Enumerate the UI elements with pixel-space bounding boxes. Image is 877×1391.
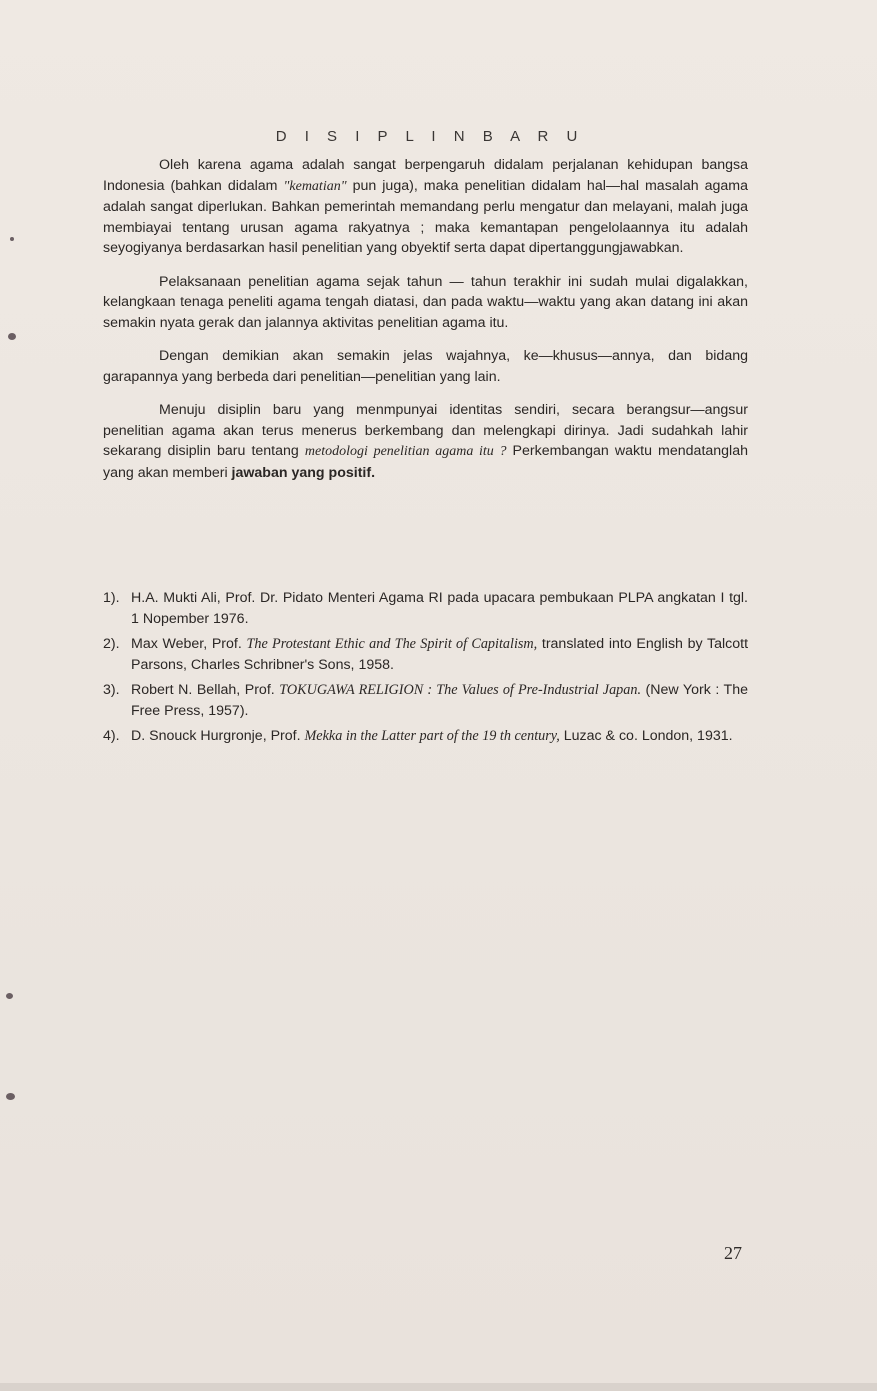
footnote-1 [103,588,748,629]
paragraph-1 [103,155,748,259]
margin-speck [10,237,14,241]
page-bottom-edge [0,1383,877,1391]
footnote-author: Robert N. Bellah, Prof. [131,682,280,698]
footnote-2 [103,634,748,675]
footnote-publisher: translated into English by Talcott Parsons, Charles Schribner's Sons, 1958. [131,636,749,673]
footnote-text: H.A. Mukti Ali, Prof. Dr. Pidato Menteri Agama RI pada upacara pembukaan PLPA angkatan I tgl. 1 Nopember 1976. [131,590,748,627]
footnote-author: D. Snouck Hurgronje, Prof. [131,728,305,744]
footnotes [103,588,748,752]
paragraph-4-bold: jawaban yang positif. [231,464,376,481]
footnote-book-title: TOKUGAWA RELIGION : The Values of Pre-Industrial Japan. [279,682,641,698]
footnote-publisher: (New York : The Free Press, 1957). [131,682,748,719]
paragraph-4 [103,400,748,483]
footnote-author: Max Weber, Prof. [131,636,247,652]
footnote-3 [103,680,748,721]
footnote-number: 2). [103,636,120,652]
page-title: D I S I P L I N B A R U [275,128,585,145]
paragraph-4-italic: metodologi penelitian agama itu ? [304,444,507,459]
footnote-book-title: Mekka in the Latter part of the 19 th century, [304,728,560,744]
paragraph-1-italic: "kematian" [283,178,347,194]
paragraph-1-text-b: pun juga), maka penelitian didalam hal—hal masalah agama adalah sangat diperlukan. Bahkan pemerintah memandang perlu mengatur dan melayani, malah juga membiayai tentang urusan agama rakyatnya ; maka kemantapan pengelolaannya itu adalah seyogiyanya berdasarkan hasil penelitian yang obyektif serta dapat dipertanggungjawabkan. [103,177,748,256]
paragraph-3: Dengan demikian akan semakin jelas wajahnya, ke—khusus—annya, dan bidang garapannya yang berbeda dari penelitian—penelitian yang lain. [103,348,748,385]
paragraph-2: Pelaksanaan penelitian agama sejak tahun — tahun terakhir ini sudah mulai digalakkan, kelangkaan tenaga peneliti agama tengah diatasi, dan pada waktu—waktu yang akan datang ini akan semakin nyata gerak dan jalannya aktivitas penelitian agama itu. [103,273,748,331]
footnote-book-title: The Protestant Ethic and The Spirit of Capitalism, [246,636,538,652]
paragraph-4-text-a: Menuju disiplin baru yang menmpunyai identitas sendiri, secara berangsur—angsur penelitian agama akan terus menerus berkembang dan melengkapi dirinya. Jadi sudahkah lahir sekarang disiplin baru tentang [103,402,748,459]
footnote-4 [103,726,748,747]
body-text [103,155,748,496]
footnote-publisher: Luzac & co. London, 1931. [559,728,733,744]
footnote-number: 1). [103,590,120,606]
paragraph-1-text-a: Oleh karena agama adalah sangat berpengaruh didalam perjalanan kehidupan bangsa Indonesia (bahkan didalam [103,157,748,194]
footnote-text [131,680,748,721]
footnote-number: 4). [103,728,120,744]
margin-speck [6,993,13,999]
footnote-text [131,726,748,747]
paragraph-4-text-b: Perkembangan waktu mendatanglah yang akan memberi [103,443,748,481]
margin-speck [8,333,16,340]
page-number: 27 [724,1243,742,1263]
margin-speck [6,1093,15,1100]
footnote-text [131,634,748,675]
footnote-number: 3). [103,682,120,698]
